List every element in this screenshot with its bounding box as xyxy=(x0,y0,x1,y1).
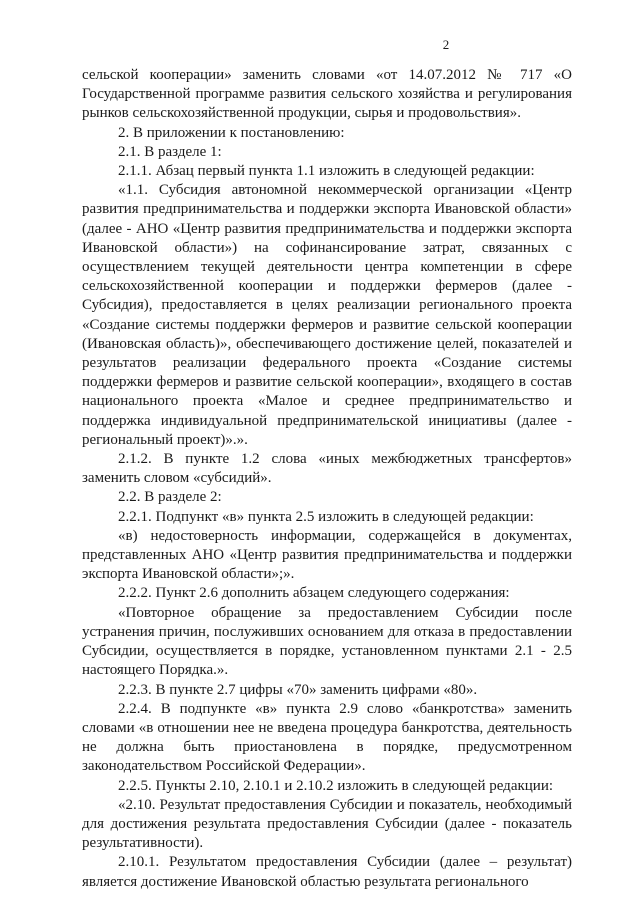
document-body xyxy=(82,66,572,892)
paragraph: 2.2.1. Подпункт «в» пункта 2.5 изложить в следующей редакции: xyxy=(118,508,534,525)
paragraph: 2.2. В разделе 2: xyxy=(118,489,222,506)
paragraph: «1.1. Субсидия автономной некоммерческой организации «Центр развития предпринимательства и поддержки экспорта Ивановской области» (далее - АНО «Центр развития предпринимательства и поддержки экспорта Ивановской области») на софинансирование затрат, связанных с осуществлением текущей деятельности центра компетенции в сфере сельскохозяйственной кооперации и поддержки фермеров (далее - Субсидия), предоставляется в целях реализации регионального проекта «Создание системы поддержки фермеров и развитие сельской кооперации (Ивановская область)», обеспечивающего достижение целей, показателей и результатов реализации федерального проекта «Создание системы поддержки фермеров и развитие сельской кооперации», входящего в состав национального проекта «Малое и среднее предпринимательство и поддержка индивидуальной предпринимательской инициативы (далее - региональный проект)».». xyxy=(82,182,572,448)
paragraph: сельской кооперации» заменить словами «от 14.07.2012 № 717 «О Государственной программе развития сельского хозяйства и регулирования рынков сельскохозяйственной продукции, сырья и продовольствия». xyxy=(82,67,572,122)
paragraph: 2.2.2. Пункт 2.6 дополнить абзацем следующего содержания: xyxy=(118,585,510,602)
paragraph: 2.1.1. Абзац первый пункта 1.1 изложить в следующей редакции: xyxy=(118,163,535,180)
page-number: 2 xyxy=(442,37,450,52)
paragraph: 2.2.5. Пункты 2.10, 2.10.1 и 2.10.2 изложить в следующей редакции: xyxy=(118,777,554,794)
paragraph: 2.1. В разделе 1: xyxy=(118,143,222,160)
paragraph: 2.1.2. В пункте 1.2 слова «иных межбюджетных трансфертов» заменить словом «субсидий». xyxy=(82,451,572,487)
paragraph: 2.10.1. Результатом предоставления Субсидии (далее – результат) является достижение Ивановской областью результата регионального xyxy=(82,854,572,890)
paragraph: «в) недостоверность информации, содержащейся в документах, представленных АНО «Центр развития предпринимательства и поддержки экспорта Ивановской области»;». xyxy=(82,527,572,583)
paragraph: 2.2.3. В пункте 2.7 цифры «70» заменить цифрами «80». xyxy=(118,681,478,698)
paragraph: 2. В приложении к постановлению: xyxy=(118,124,345,141)
paragraph: «Повторное обращение за предоставлением Субсидии после устранения причин, послуживших основанием для отказа в предоставлении Субсидии, осуществляется в порядке, установленном пунктами 2.1 - 2.5 настоящего Порядка.». xyxy=(82,604,572,679)
paragraph: «2.10. Результат предоставления Субсидии и показатель, необходимый для достижения результата предоставления Субсидии (далее - показатель результативности). xyxy=(82,796,572,852)
paragraph: 2.2.4. В подпункте «в» пункта 2.9 слово «банкротства» заменить словами «в отношении нее не введена процедура банкротства, деятельность не должна быть приостановлена в порядке, предусмотренном законодательством Российской Федерации». xyxy=(82,700,572,775)
